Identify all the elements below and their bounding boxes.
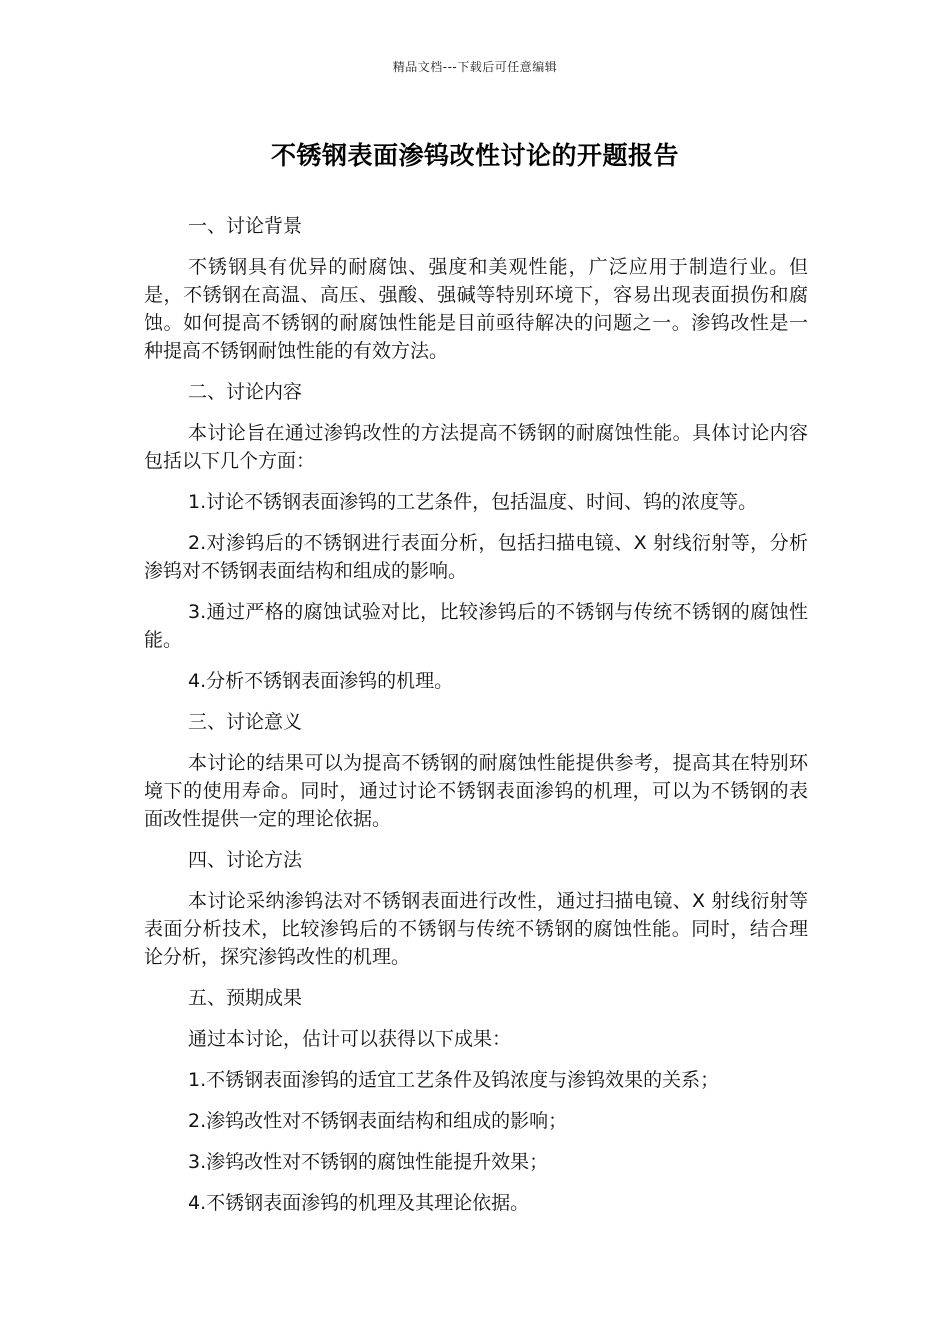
paragraph-content-intro: 本讨论旨在通过渗钨改性的方法提高不锈钢的耐腐蚀性能。具体讨论内容包括以下几个方面：	[144, 422, 808, 472]
page-title: 不锈钢表面渗钨改性讨论的开题报告	[270, 141, 679, 170]
outcome-item-3: 3.渗钨改性对不锈钢的腐蚀性能提升效果；	[188, 1151, 549, 1173]
section-heading-content: 二、讨论内容	[188, 381, 303, 403]
content-item-1: 1.讨论不锈钢表面渗钨的工艺条件，包括温度、时间、钨的浓度等。	[188, 491, 758, 513]
paragraph-outcomes-intro: 通过本讨论，估计可以获得以下成果：	[188, 1028, 512, 1050]
content-item-4: 4.分析不锈钢表面渗钨的机理。	[188, 670, 454, 692]
document-body	[144, 212, 808, 1230]
header-note: 精品文档---下载后可任意编辑	[392, 60, 558, 74]
paragraph-background: 不锈钢具有优异的耐腐蚀、强度和美观性能，广泛应用于制造行业。但是，不锈钢在高温、高压、强酸、强碱等特别环境下，容易出现表面损伤和腐蚀。如何提高不锈钢的耐腐蚀性能是目前亟待解决的问题之一。渗钨改性是一种提高不锈钢耐蚀性能的有效方法。	[144, 256, 808, 362]
section-heading-outcomes: 五、预期成果	[188, 987, 303, 1009]
outcome-item-2: 2.渗钨改性对不锈钢表面结构和组成的影响；	[188, 1110, 568, 1132]
outcome-item-4: 4.不锈钢表面渗钨的机理及其理论依据。	[188, 1192, 530, 1214]
content-item-2: 2.对渗钨后的不锈钢进行表面分析，包括扫描电镜、X 射线衍射等，分析渗钨对不锈钢表面结构和组成的影响。	[144, 532, 808, 582]
section-heading-significance: 三、讨论意义	[188, 711, 303, 733]
section-heading-method: 四、讨论方法	[188, 849, 303, 871]
outcome-item-1: 1.不锈钢表面渗钨的适宜工艺条件及钨浓度与渗钨效果的关系；	[188, 1069, 720, 1091]
section-heading-background: 一、讨论背景	[188, 215, 303, 237]
paragraph-method: 本讨论采纳渗钨法对不锈钢表面进行改性，通过扫描电镜、X 射线衍射等表面分析技术，比较渗钨后的不锈钢与传统不锈钢的腐蚀性能。同时，结合理论分析，探究渗钨改性的机理。	[144, 890, 808, 968]
content-item-3: 3.通过严格的腐蚀试验对比，比较渗钨后的不锈钢与传统不锈钢的腐蚀性能。	[144, 601, 808, 651]
paragraph-significance: 本讨论的结果可以为提高不锈钢的耐腐蚀性能提供参考，提高其在特别环境下的使用寿命。同时，通过讨论不锈钢表面渗钨的机理，可以为不锈钢的表面改性提供一定的理论依据。	[144, 752, 808, 830]
